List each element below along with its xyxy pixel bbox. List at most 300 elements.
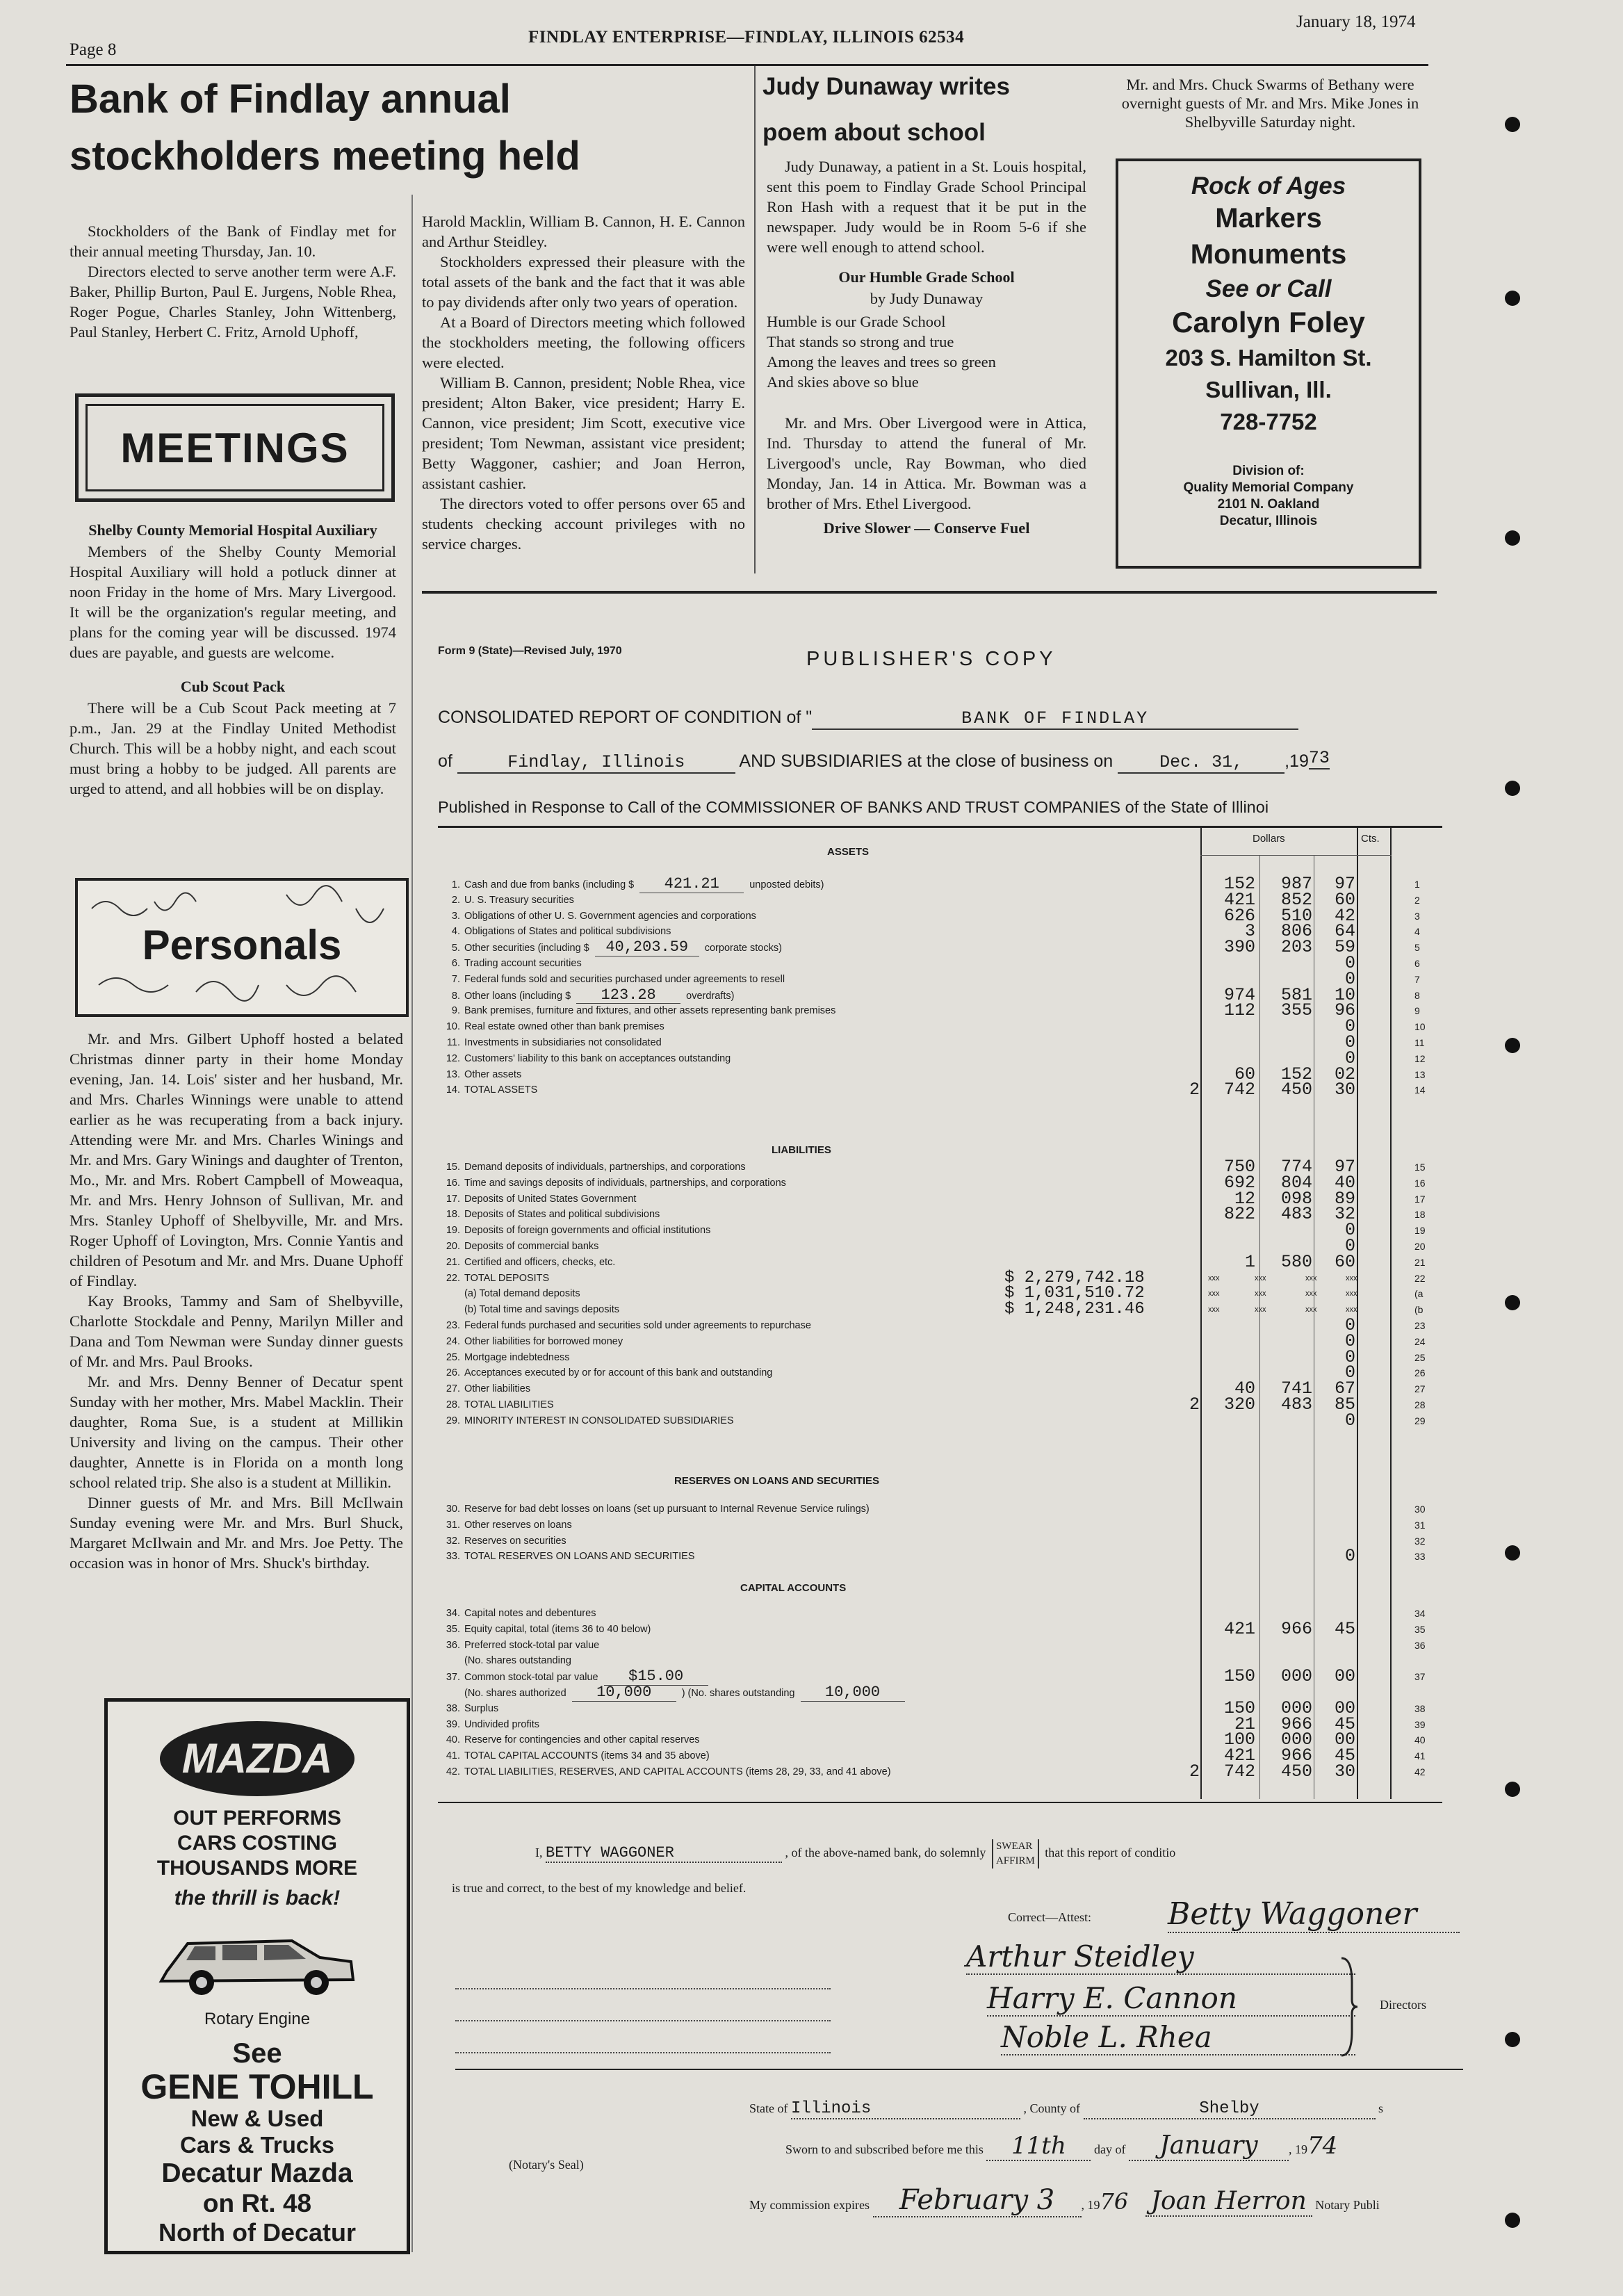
xxx-mark: xxx <box>1208 1289 1220 1298</box>
rock-line2: Markers <box>1215 203 1322 234</box>
row-ref: 32 <box>1414 1535 1426 1547</box>
rock-city: Sullivan, Ill. <box>1205 377 1332 402</box>
reserves-heading: RESERVES ON LOANS AND SECURITIES <box>674 1475 880 1487</box>
units-value: 966 <box>1280 1618 1312 1639</box>
line-label: MINORITY INTEREST IN CONSOLIDATED SUBSIDIARIES <box>464 1415 734 1426</box>
swarms-note: Mr. and Mrs. Chuck Swarms of Bethany were overnight guests of Mr. and Mrs. Mike Jones in Shelbyville Saturday night. <box>1121 76 1419 131</box>
cents-value: 00 <box>1334 1729 1355 1750</box>
line-fill: 10,000 <box>572 1685 676 1702</box>
sworn-year: 74 <box>1307 2132 1338 2160</box>
cents-value: 97 <box>1334 1157 1355 1177</box>
line-number: 22. <box>446 1272 460 1284</box>
row-ref: 11 <box>1414 1037 1425 1048</box>
cents-value: 02 <box>1334 1064 1355 1084</box>
cents-value: 64 <box>1334 921 1355 942</box>
line-label: Deposits of States and political subdivisions <box>464 1209 660 1221</box>
line-number: 38. <box>446 1702 460 1714</box>
line-label: Deposits of commercial banks <box>464 1241 599 1252</box>
line-number: 28. <box>446 1399 460 1410</box>
report-year-prefix: ,19 <box>1284 751 1309 771</box>
capital-row <box>445 1713 1426 1734</box>
row-ref: 13 <box>1414 1068 1426 1080</box>
row-ref: 37 <box>1414 1671 1426 1683</box>
col-dollars: Dollars <box>1253 833 1285 845</box>
line-number: 21. <box>446 1256 460 1268</box>
judy-headline <box>762 64 1010 156</box>
report-copy: PUBLISHER'S COPY <box>806 648 1057 670</box>
row-ref: 8 <box>1414 989 1420 1001</box>
report-of: of <box>438 751 452 771</box>
thousands-value: 100 <box>1223 1729 1255 1750</box>
line-number: 29. <box>446 1415 460 1426</box>
capital-row <box>445 1761 1426 1782</box>
thousands-value: 822 <box>1223 1204 1255 1225</box>
personals-text <box>70 1029 403 1573</box>
row-ref: 25 <box>1414 1351 1426 1363</box>
line-label: Other reserves on loans <box>464 1519 572 1531</box>
units-value: 152 <box>1280 1064 1312 1084</box>
line-number: 4. <box>451 926 460 938</box>
line-number: 20. <box>446 1241 460 1252</box>
line-label: Capital notes and debentures <box>464 1608 596 1619</box>
poem-line: That stands so strong and true <box>767 333 954 350</box>
line-fill: 421.21 <box>639 877 744 893</box>
row-ref: 24 <box>1414 1335 1426 1347</box>
punch-hole <box>1505 1295 1520 1310</box>
line-number: 2. <box>451 894 460 906</box>
paragraph: Stockholders of the Bank of Findlay met for their annual meeting Thursday, Jan. 10. <box>70 222 396 260</box>
line-number: 6. <box>451 958 460 969</box>
cents-value: 60 <box>1334 889 1355 910</box>
asset-row <box>445 1048 1426 1068</box>
poem-line: Humble is our Grade School <box>767 313 946 330</box>
mazda-l4: on Rt. 48 <box>202 2189 312 2217</box>
row-ref: 10 <box>1414 1021 1426 1033</box>
thousands-value: 421 <box>1223 1745 1255 1766</box>
row-ref: 34 <box>1414 1608 1426 1619</box>
line-label: Federal funds sold and securities purchased under agreements to resell <box>464 973 785 985</box>
poem-byline: by Judy Dunaway <box>870 290 984 307</box>
capital-row <box>445 1729 1426 1750</box>
sworn-line <box>785 2131 1337 2161</box>
attest-label: Correct—Attest: <box>1008 1910 1091 1924</box>
row-ref: 18 <box>1414 1209 1426 1221</box>
xxx-mark: xxx <box>1255 1305 1266 1314</box>
rock-line1: Rock of Ages <box>1191 172 1346 200</box>
thousands-value: 742 <box>1223 1761 1255 1782</box>
bank-headline: Bank of Findlay annual stockholders meeting held <box>70 76 580 179</box>
thousands-value: 40 <box>1234 1378 1255 1399</box>
reserve-row <box>445 1546 1426 1567</box>
capital-row <box>445 1606 1426 1622</box>
thousands-value: 150 <box>1223 1666 1255 1687</box>
millions-value: 2 <box>1189 1080 1200 1100</box>
line-number: 39. <box>446 1718 460 1730</box>
units-value: 987 <box>1280 874 1312 894</box>
units-value: 580 <box>1280 1251 1312 1272</box>
row-ref: 5 <box>1414 942 1420 954</box>
line-fill: 40,203.59 <box>595 940 699 956</box>
line-tail: unposted debits) <box>749 879 824 890</box>
thousands-value: 21 <box>1234 1713 1255 1734</box>
oath-line <box>452 1839 1175 1868</box>
thousands-value: 390 <box>1223 937 1255 958</box>
xxx-mark: xxx <box>1346 1289 1357 1298</box>
line-fill: $15.00 <box>604 1669 708 1686</box>
thousands-value: 1 <box>1244 1251 1255 1272</box>
thousands-value: 750 <box>1223 1157 1255 1177</box>
units-value: 000 <box>1280 1729 1312 1750</box>
line-number: 36. <box>446 1639 460 1651</box>
capital-block <box>445 1606 1446 1793</box>
page-number: Page 8 <box>70 40 117 59</box>
rock-name: Carolyn Foley <box>1172 306 1365 339</box>
liability-row <box>445 1362 1426 1383</box>
units-value: 966 <box>1280 1745 1312 1766</box>
report-bottom-rule <box>438 1802 1442 1803</box>
line-number: 31. <box>446 1519 460 1531</box>
sworn-month: January <box>1129 2131 1289 2161</box>
punch-hole <box>1505 781 1520 796</box>
liability-row <box>445 1204 1426 1225</box>
cents-value: 0 <box>1344 1315 1355 1335</box>
personals-logo <box>75 878 409 1017</box>
mazda-tag4: the thrill is back! <box>174 1887 341 1910</box>
meetings-box <box>75 393 395 502</box>
line-label: Reserves on securities <box>464 1535 566 1547</box>
paragraph: The directors voted to offer persons over 65 and students checking account privileges with no service charges. <box>422 495 745 553</box>
asset-row <box>445 1032 1425 1052</box>
director-signature-2: Harry E. Cannon <box>987 1981 1355 2017</box>
oath-mid: , of the above-named bank, do solemnly <box>785 1846 986 1860</box>
mazda-l3: Decatur Mazda <box>161 2158 353 2188</box>
xxx-mark: xxx <box>1346 1305 1357 1314</box>
cub-scout-heading: Cub Scout Pack <box>180 678 286 695</box>
line-number: 7. <box>451 973 460 985</box>
line-number: 34. <box>446 1608 460 1619</box>
poem-title: Our Humble Grade School <box>838 268 1015 286</box>
commission-line <box>749 2184 1380 2217</box>
cents-value: 0 <box>1344 953 1355 973</box>
units-value: 355 <box>1280 1000 1312 1021</box>
row-ref: 38 <box>1414 1702 1426 1714</box>
subtotal-amount: $ 1,248,231.46 <box>1004 1300 1145 1319</box>
line-tail: overdrafts) <box>686 990 735 1002</box>
cents-value: 60 <box>1334 1251 1355 1272</box>
asset-row <box>445 1080 1426 1100</box>
line-number: 1. <box>451 879 460 890</box>
line-label: Acceptances executed by or for account of this bank and outstanding <box>464 1367 773 1379</box>
poem-line: And skies above so blue <box>767 373 919 391</box>
thousands-value: 150 <box>1223 1697 1255 1718</box>
thousands-value: 320 <box>1223 1394 1255 1415</box>
asset-row <box>445 921 1420 942</box>
line-label: Other securities (including $ <box>464 943 589 954</box>
row-ref: (b <box>1414 1304 1424 1316</box>
thousands-value: 692 <box>1223 1172 1255 1193</box>
units-value: 806 <box>1280 921 1312 942</box>
line-number: 19. <box>446 1225 460 1237</box>
line-label: Other assets <box>464 1068 522 1080</box>
sworn-yr-prefix: , 19 <box>1288 2142 1307 2156</box>
line-label: Undivided profits <box>464 1718 539 1730</box>
line-number: 14. <box>446 1084 460 1096</box>
line-label: U. S. Treasury securities <box>464 894 574 906</box>
line-label: Reserve for bad debt losses on loans (set up pursuant to Internal Revenue Service rulings) <box>464 1504 870 1515</box>
rock-company-addr: 2101 N. Oakland <box>1217 497 1320 512</box>
mazda-engine: Rotary Engine <box>204 2010 311 2028</box>
thousands-value: 12 <box>1234 1188 1255 1209</box>
line-label: Deposits of United States Government <box>464 1193 637 1205</box>
row-ref: 26 <box>1414 1367 1426 1379</box>
line-label: Investments in subsidiaries not consolidated <box>464 1037 662 1048</box>
xxx-mark: xxx <box>1305 1289 1317 1298</box>
line-number: 12. <box>446 1052 460 1064</box>
notary-seal: (Notary's Seal) <box>509 2158 584 2172</box>
line-number: 5. <box>451 943 460 954</box>
report-call: Published in Response to Call of the COMMISSIONER OF BANKS AND TRUST COMPANIES of the State of Illinoi <box>438 798 1269 816</box>
reserve-row <box>445 1501 1426 1517</box>
capital-row <box>445 1745 1426 1766</box>
mazda-see: See <box>232 2038 282 2069</box>
line-label: (a) Total demand deposits <box>464 1288 580 1300</box>
liability-row <box>445 1330 1426 1351</box>
mazda-logo: MAZDA <box>160 1721 354 1796</box>
paragraph: Directors elected to serve another term were A.F. Baker, Phillip Burton, Paul E. Jurgens, Noble Rhea, Roger Pogue, Charles Stanley, John Wittenberg, Paul Stanley, Herbert C. Fritz, Arnold Uphoff, <box>70 263 396 341</box>
row-ref: 4 <box>1414 926 1420 938</box>
units-value: 804 <box>1280 1172 1312 1193</box>
row-ref: 40 <box>1414 1734 1426 1746</box>
rock-of-ages-ad <box>1116 158 1421 569</box>
paragraph: Kay Brooks, Tammy and Sam of Shelbyville, Charlotte Stockdale and Penny, Marilyn Miller and Dana and Tom Newman were Sunday dinner guests of Mr. and Mrs. Paul Brooks. <box>70 1292 403 1370</box>
line-label: Deposits of foreign governments and official institutions <box>464 1225 711 1237</box>
line-label: Cash and due from banks (including $ <box>464 879 635 890</box>
punch-hole <box>1505 2032 1520 2047</box>
cents-value: 30 <box>1334 1761 1355 1782</box>
livergood-text: Mr. and Mrs. Ober Livergood were in Attica, Ind. Thursday to attend the funeral of Mr. Livergood's uncle, Ray Bowman, who died Monday, Jan. 14 in Attica. Mr. Bowman was a brother of Mrs. Ethel Livergood. <box>767 414 1086 512</box>
cents-value: 45 <box>1334 1713 1355 1734</box>
cents-value: 0 <box>1344 1330 1355 1351</box>
xxx-mark: xxx <box>1208 1273 1220 1283</box>
mazda-ad <box>104 1698 410 2254</box>
line-number: 41. <box>446 1750 460 1762</box>
row-ref: 28 <box>1414 1399 1426 1410</box>
header-rule <box>66 64 1428 66</box>
notary-signature: Joan Herron <box>1145 2187 1312 2217</box>
line-label: TOTAL RESERVES ON LOANS AND SECURITIES <box>464 1551 695 1563</box>
liability-row <box>445 1251 1426 1272</box>
row-ref: 30 <box>1414 1504 1426 1515</box>
line-label: Preferred stock-total par value <box>464 1639 600 1651</box>
row-ref: 12 <box>1414 1052 1426 1064</box>
row-ref: 20 <box>1414 1241 1426 1252</box>
millions-value: 2 <box>1189 1761 1200 1782</box>
thousands-value: 742 <box>1223 1080 1255 1100</box>
paragraph: Mr. and Mrs. Denny Benner of Decatur spent Sunday with her mother, Mrs. Mabel Macklin. Their daughter, Roma Sue, is a student at Millikin University and living on the campus. Their other daughter, Annette is in Florida on a month long school related trip. She also is a student at Millikin. <box>70 1373 403 1491</box>
liabilities-block <box>445 1159 1446 1438</box>
cents-value: 0 <box>1344 1048 1355 1068</box>
line-number: 16. <box>446 1177 460 1189</box>
asset-row <box>445 889 1420 910</box>
line-number: 33. <box>446 1551 460 1563</box>
line-label: Customers' liability to this bank on acceptances outstanding <box>464 1052 731 1064</box>
asset-row <box>445 1016 1426 1037</box>
notary-rule <box>455 2069 1463 2070</box>
units-value: 450 <box>1280 1761 1312 1782</box>
report-subtitle-line <box>438 748 1330 774</box>
line-label: Real estate owned other than bank premises <box>464 1021 664 1033</box>
sworn-day: 11th <box>986 2132 1091 2161</box>
thousands-value: 3 <box>1244 921 1255 942</box>
units-value: 450 <box>1280 1080 1312 1100</box>
row-ref: 35 <box>1414 1623 1426 1635</box>
cents-value: 0 <box>1344 1016 1355 1037</box>
row-ref: 33 <box>1414 1551 1426 1563</box>
cents-value: 10 <box>1334 984 1355 1005</box>
blank-line <box>455 2021 831 2053</box>
punch-hole <box>1505 1545 1520 1561</box>
paragraph: William B. Cannon, president; Noble Rhea, vice president; Alton Baker, vice president; Harry E. Cannon, vice president; Jim Scott, executive vice president; Tom Newman, assistant vice president; Betty Waggoner, cashier; and Joan Herron, assistant cashier. <box>422 374 745 492</box>
line-number: 8. <box>451 990 460 1002</box>
millions-value: 2 <box>1189 1394 1200 1415</box>
subtotal-amount: $ 2,279,742.18 <box>1004 1268 1145 1287</box>
units-value: 483 <box>1280 1204 1312 1225</box>
units-value: 000 <box>1280 1666 1312 1687</box>
reserve-row <box>445 1517 1426 1533</box>
judy-intro: Judy Dunaway, a patient in a St. Louis hospital, sent this poem to Findlay Grade School Principal Ron Hash with a request that it be put in the newspaper. Judy would be in Room 5-6 if she were well enough to attend school. <box>767 158 1086 256</box>
cents-value: 67 <box>1334 1378 1355 1399</box>
row-ref: 2 <box>1414 894 1420 906</box>
bank-article-col1 <box>70 221 396 342</box>
bank-article-col2 <box>422 211 745 554</box>
line-number: 3. <box>451 910 460 922</box>
row-ref: 22 <box>1414 1272 1426 1284</box>
cents-value: 45 <box>1334 1745 1355 1766</box>
mazda-tag1: OUT PERFORMS <box>173 1807 341 1830</box>
thousands-value: 152 <box>1223 874 1255 894</box>
cents-value: 0 <box>1344 1346 1355 1367</box>
liability-row <box>445 1315 1426 1335</box>
xxx-mark: xxx <box>1305 1273 1317 1283</box>
rock-division: Division of: <box>1232 464 1305 478</box>
row-ref: 27 <box>1414 1383 1426 1395</box>
report-top-rule <box>438 826 1442 828</box>
blank-line <box>455 1989 831 2021</box>
line-number: 17. <box>446 1193 460 1205</box>
line-number: 26. <box>446 1367 460 1379</box>
asset-row <box>445 1000 1420 1021</box>
report-bank: BANK OF FINDLAY <box>812 708 1298 730</box>
row-ref: 1 <box>1414 879 1420 890</box>
swear: SWEAR <box>995 1841 1033 1852</box>
line-label: (No. shares outstanding <box>464 1655 571 1667</box>
line-label: (b) Total time and savings deposits <box>464 1304 619 1316</box>
mazda-l5: North of Decatur <box>158 2218 356 2247</box>
asset-row <box>445 968 1420 989</box>
cents-value: 0 <box>1344 1032 1355 1052</box>
line-label: Equity capital, total (items 36 to 40 below) <box>464 1623 651 1635</box>
cents-value: 40 <box>1334 1172 1355 1193</box>
state-value: Illinois <box>791 2099 1020 2119</box>
assets-block <box>445 874 1446 1106</box>
liability-row <box>445 1268 1426 1287</box>
line-number: 35. <box>446 1623 460 1635</box>
report-close-text: AND SUBSIDIARIES at the close of business on <box>739 751 1114 771</box>
cents-value: 42 <box>1334 905 1355 926</box>
line-number: 32. <box>446 1535 460 1547</box>
capital-row <box>445 1697 1426 1718</box>
cents-value: 89 <box>1334 1188 1355 1209</box>
liability-row <box>445 1220 1426 1241</box>
line-label: Time and savings deposits of individuals, partnerships, and corporations <box>464 1177 786 1189</box>
report-place: Findlay, Illinois <box>457 752 735 774</box>
subtotal-amount: $ 1,031,510.72 <box>1004 1284 1145 1303</box>
rock-company-city: Decatur, Illinois <box>1219 514 1318 528</box>
cents-value: 0 <box>1344 1410 1355 1431</box>
xxx-mark: xxx <box>1255 1289 1266 1298</box>
units-value: 966 <box>1280 1713 1312 1734</box>
rock-line3: Monuments <box>1190 239 1347 270</box>
cents-value: 0 <box>1344 1236 1355 1256</box>
oath-line2: is true and correct, to the best of my knowledge and belief. <box>452 1881 747 1895</box>
row-ref: 3 <box>1414 910 1420 922</box>
capital-row <box>445 1638 1426 1654</box>
commission-year: 76 <box>1100 2188 1129 2215</box>
row-ref: 16 <box>1414 1177 1426 1189</box>
xxx-mark: xxx <box>1346 1273 1357 1283</box>
mazda-dealer: GENE TOHILL <box>140 2067 374 2106</box>
line-number: 30. <box>446 1504 460 1515</box>
units-value: 852 <box>1280 889 1312 910</box>
line-label: Bank premises, furniture and fixtures, and other assets representing bank premises <box>464 1005 836 1017</box>
headline-line: poem about school <box>762 119 986 146</box>
line-number: 10. <box>446 1021 460 1033</box>
auxiliary-text: Members of the Shelby County Memorial Hospital Auxiliary will hold a potluck dinner at noon Friday in the home of Mrs. Mary Livergood. It will be the organization's regular meeting, and plans for the coming year will be discussed. 1974 dues are payable, and guests are welcome. <box>70 543 396 661</box>
cents-value: 0 <box>1344 1362 1355 1383</box>
personals-title: Personals <box>142 922 342 968</box>
line-label: Demand deposits of individuals, partnerships, and corporations <box>464 1162 746 1173</box>
liability-row <box>445 1188 1426 1209</box>
swear-affirm <box>992 1839 1039 1868</box>
cents-value: 97 <box>1334 874 1355 894</box>
cents-value: 45 <box>1334 1618 1355 1639</box>
cents-value: 59 <box>1334 937 1355 958</box>
line-number: 42. <box>446 1766 460 1777</box>
line-label: Common stock-total par value <box>464 1672 598 1684</box>
line-label: TOTAL DEPOSITS <box>464 1272 550 1284</box>
director-signature-3: Noble L. Rhea <box>1001 2020 1355 2055</box>
cents-value: 0 <box>1344 1546 1355 1567</box>
director-signature-1: Arthur Steidley <box>966 1939 1355 1975</box>
line-label: Reserve for contingencies and other capital reserves <box>464 1734 700 1746</box>
line-label: Trading account securities <box>464 958 582 969</box>
liability-row <box>445 1157 1426 1177</box>
line-tail: ) (No. shares outstanding <box>681 1688 795 1699</box>
capital-row <box>445 1653 1279 1669</box>
line-number: 27. <box>446 1383 460 1395</box>
cents-value: 96 <box>1334 1000 1355 1021</box>
row-ref: 19 <box>1414 1225 1426 1237</box>
col-cts: Cts. <box>1361 833 1380 845</box>
cents-value: 0 <box>1344 968 1355 989</box>
commission-label: My commission expires <box>749 2198 870 2212</box>
punch-hole <box>1505 291 1520 306</box>
line-label: TOTAL LIABILITIES, RESERVES, AND CAPITAL ACCOUNTS (items 28, 29, 33, and 41 above) <box>464 1766 891 1777</box>
mazda-l2: Cars & Trucks <box>180 2132 334 2158</box>
paragraph: Harold Macklin, William B. Cannon, H. E. Cannon and Arthur Steidley. <box>422 213 745 250</box>
line-number: 25. <box>446 1351 460 1363</box>
thousands-value: 626 <box>1223 905 1255 926</box>
